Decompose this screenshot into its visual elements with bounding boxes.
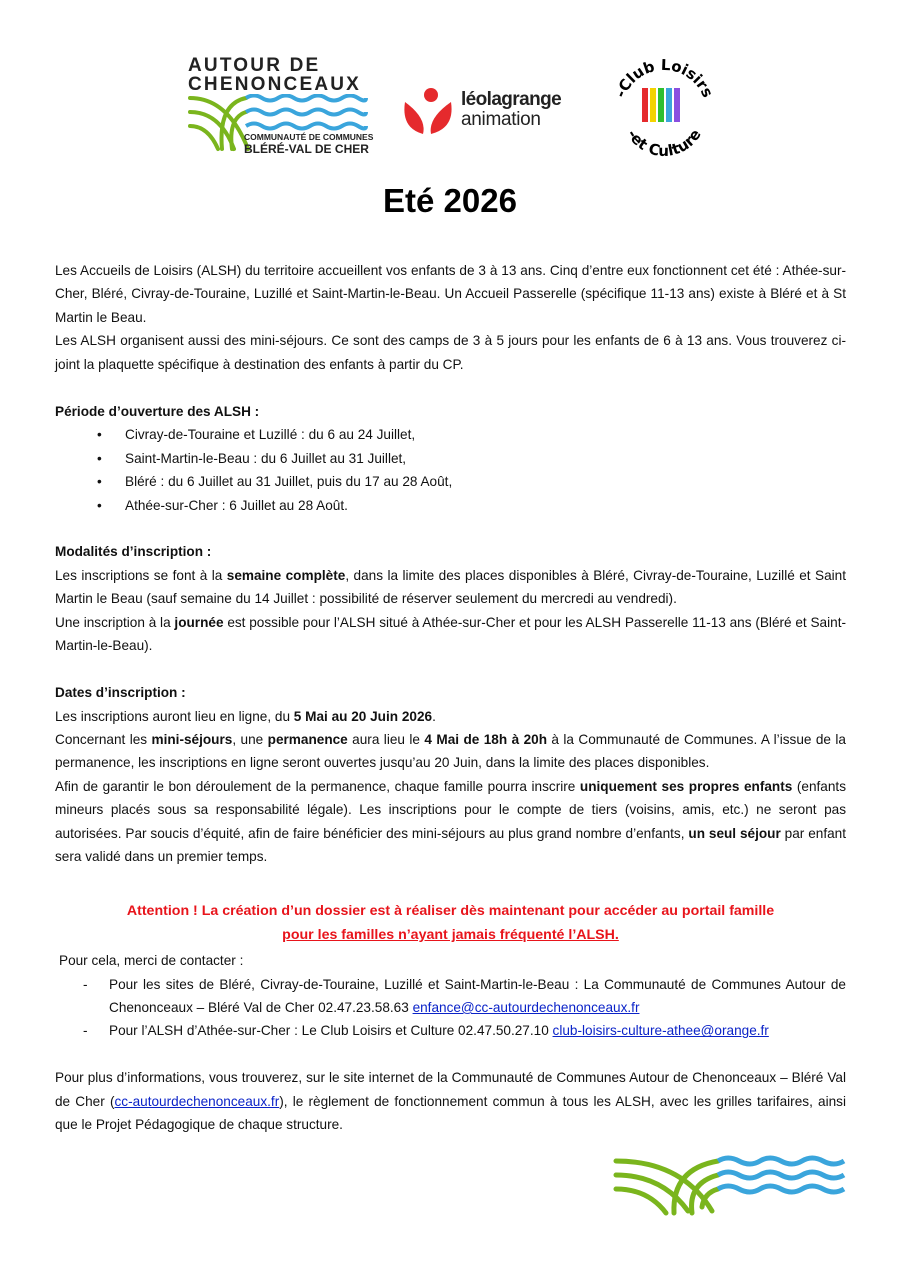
- contact-item: [55, 1019, 846, 1042]
- contact-text: Pour les sites de Bléré, Civray-de-Touraine, Luzillé et Saint-Martin-le-Beau : La Communauté de Communes Autour de Chenonceaux – Bléré Val de Cher 02.47.23.58.63: [109, 976, 846, 1015]
- text: Concernant les: [55, 732, 152, 748]
- bold-text: journée: [174, 614, 224, 630]
- text: aura lieu le: [347, 732, 425, 748]
- bold-text: mini-séjours: [151, 732, 233, 748]
- logo-text: AUTOUR DE: [188, 55, 321, 76]
- contact-list: [55, 973, 846, 1043]
- bold-text: un seul séjour: [688, 825, 781, 841]
- hills-waves-icon: [612, 1155, 852, 1217]
- text: Une inscription à la: [55, 614, 175, 630]
- logo-leo-lagrange: [403, 88, 593, 138]
- periode-list: [55, 423, 846, 517]
- page-title: Eté 2026: [383, 182, 517, 219]
- leo-figure-icon: [403, 88, 453, 138]
- svg-text:-et Culture: -et Culture: [623, 125, 705, 161]
- section-heading: Dates d’inscription :: [55, 685, 186, 701]
- paragraph: [55, 728, 846, 775]
- pencils-icon: [608, 52, 718, 162]
- text: (enfants mineurs placés sous sa responsabilité légale). Les inscriptions pour le compte de tiers (voisins, amis, etc.) ne seront pas autorisées. Par soucis d’équité, afin de faire bénéficier des mini-séjours au plus grand nombre d’enfants,: [55, 778, 847, 841]
- paragraph: [55, 775, 846, 869]
- text: Les ALSH organisent aussi des mini-séjours. Ce sont des camps de 3 à 5 jours pour les enfants de 6 à 13 ans. Vous trouverez ci-joint la plaquette spécifique à destination des enfants à partir du CP.: [55, 333, 846, 372]
- document-body: [55, 259, 846, 1137]
- intro-section: [55, 259, 846, 376]
- text: Les inscriptions auront lieu en ligne, du: [55, 708, 294, 724]
- periode-item: • Civray-de-Touraine et Luzillé : du 6 au 24 Juillet,: [55, 423, 846, 446]
- logo-autour-de-chenonceaux: [188, 55, 374, 156]
- text: est possible pour l’ALSH situé à Athée-sur-Cher et pour les ALSH Passerelle 11-13 ans (Bléré et Saint-Martin-le-Beau).: [55, 614, 847, 654]
- logo-text: animation: [461, 109, 541, 130]
- logo-subtext: COMMUNAUTÉ DE COMMUNES: [244, 132, 374, 142]
- paragraph: [55, 705, 846, 728]
- periode-item: • Athée-sur-Cher : 6 Juillet au 28 Août.: [55, 494, 846, 517]
- bold-text: semaine complète: [226, 567, 346, 583]
- attention-line: Attention ! La création d’un dossier est à réaliser dès maintenant pour accéder au portail famille: [126, 903, 775, 920]
- attention-line: pour les familles n’ayant jamais fréquenté l’ALSH.: [282, 926, 619, 943]
- paragraph: [55, 329, 846, 376]
- section-heading: Période d’ouverture des ALSH :: [55, 403, 260, 419]
- logo-text: CHENONCEAUX: [188, 74, 362, 95]
- text: par enfant sera validé dans un premier temps.: [55, 825, 847, 865]
- text: , dans la limite des places disponibles à Bléré, Civray-de-Touraine, Luzillé et Saint Martin le Beau (sauf semaine du 14 Juillet : possibilité de réserver seulement du mercredi au vendredi).: [55, 567, 846, 607]
- text: à la Communauté de Communes. A l’issue de la permanence, les inscriptions en ligne seront ouvertes jusqu’au 20 Juin, dans la limite des places disponibles.: [55, 732, 846, 771]
- outro-text: Pour plus d’informations, vous trouverez, sur le site internet de la Communauté de Communes Autour de Chenonceaux – Bléré Val de Cher (: [55, 1070, 846, 1109]
- bold-text: 4 Mai de 18h à 20h: [424, 732, 547, 748]
- text: , une: [232, 732, 268, 748]
- dates-section: [55, 705, 846, 869]
- text: .: [432, 708, 436, 724]
- svg-text:-Club Loisirs: -Club Loisirs: [611, 55, 717, 101]
- paragraph: [55, 611, 846, 658]
- bold-text: 5 Mai au 20 Juin 2026: [293, 708, 433, 724]
- outro-text: ), le règlement de fonctionnement commun à tous les ALSH, avec les grilles tarifaires, ainsi que le Projet Pédagogique de chaque structure.: [55, 1093, 846, 1133]
- email-link[interactable]: club-loisirs-culture-athee@orange.fr: [552, 1023, 769, 1039]
- header-logos: [0, 52, 900, 162]
- periode-item: • Saint-Martin-le-Beau : du 6 Juillet au 31 Juillet,: [55, 447, 846, 470]
- logo-club-loisirs-culture: [608, 52, 718, 162]
- paragraph: [55, 564, 846, 611]
- logo-subtext: BLÉRÉ-VAL DE CHER: [244, 142, 369, 156]
- paragraph: [55, 259, 846, 329]
- periode-item: • Bléré : du 6 Juillet au 31 Juillet, puis du 17 au 28 Août,: [55, 470, 846, 493]
- outro-paragraph: [55, 1066, 846, 1136]
- contact-text: Pour l’ALSH d’Athée-sur-Cher : Le Club Loisirs et Culture 02.47.50.27.10: [109, 1023, 553, 1039]
- modalites-section: [55, 564, 846, 658]
- bold-text: permanence: [267, 732, 348, 748]
- website-link[interactable]: cc-autourdechenonceaux.fr: [114, 1093, 280, 1109]
- contact-intro: Pour cela, merci de contacter :: [59, 953, 244, 969]
- text: Afin de garantir le bon déroulement de la permanence, chaque famille pourra inscrire: [55, 778, 580, 794]
- email-link[interactable]: enfance@cc-autourdechenonceaux.fr: [412, 999, 640, 1015]
- bold-text: uniquement ses propres enfants: [579, 778, 793, 794]
- attention-notice: [55, 900, 846, 947]
- section-heading: Modalités d’inscription :: [55, 544, 212, 560]
- text: Les inscriptions se font à la: [55, 567, 227, 583]
- logo-text: léolagrange: [461, 89, 562, 110]
- text: Les Accueils de Loisirs (ALSH) du territoire accueillent vos enfants de 3 à 13 ans. Cinq d’entre eux fonctionnent cet été : Athée-sur-Cher, Bléré, Civray-de-Touraine, Luzillé et Saint-Martin-le-Beau. Un Accueil Passerelle (spécifique 11-13 ans) existe à Bléré et à St Martin le Beau.: [55, 263, 846, 325]
- contact-item: [55, 973, 846, 1020]
